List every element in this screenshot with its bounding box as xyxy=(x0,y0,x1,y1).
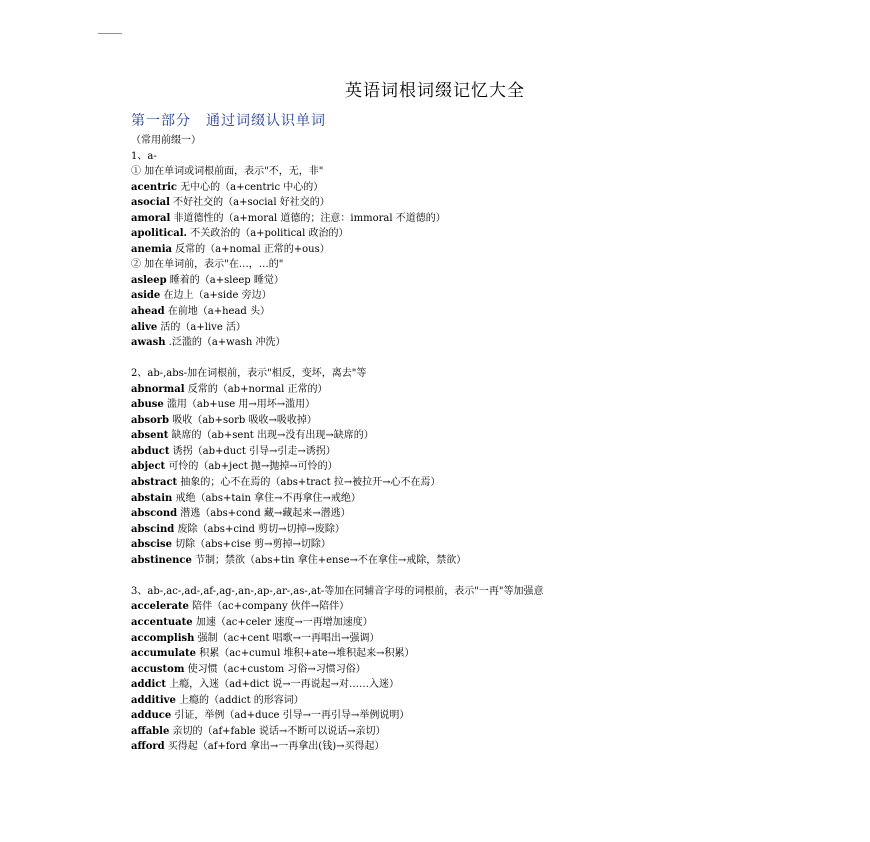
text-line: ① 加在单词或词根前面，表示"不，无，非" xyxy=(131,166,324,178)
text-line: affable 亲切的（af+fable 说话→不断可以说话→亲切） xyxy=(131,725,386,737)
headword: affable xyxy=(131,725,170,737)
text-line: amoral 非道德性的（a+moral 道德的；注意：immoral 不道德的） xyxy=(131,212,446,224)
headword: asleep xyxy=(131,274,167,286)
headword: accentuate xyxy=(131,616,193,628)
headword: abstinence xyxy=(131,554,192,566)
text-line: abscise 切除（abs+cise 剪→剪掉→切除） xyxy=(131,539,331,551)
text-line: （常用前缀一） xyxy=(131,135,201,146)
text-line: awash .泛滥的（a+wash 冲洗） xyxy=(131,337,286,349)
text-line: anemia 反常的（a+nomal 正常的+ous） xyxy=(131,243,330,255)
text-line: abduct 诱拐（ab+duct 引导→引走→诱拐） xyxy=(131,445,336,457)
headword: accustom xyxy=(131,663,185,675)
headword: abduct xyxy=(131,445,170,457)
headword: absent xyxy=(131,430,169,442)
headword: adduce xyxy=(131,710,172,722)
text-line: abscind 废除（abs+cind 剪切→切掉→废除） xyxy=(131,523,345,535)
document-body xyxy=(131,133,851,755)
headword: absorb xyxy=(131,414,170,426)
headword: abnormal xyxy=(131,383,185,395)
headword: asocial xyxy=(131,197,170,209)
text-line: afford 买得起（af+ford 拿出→一再拿出(钱)→买得起） xyxy=(131,741,385,753)
headword: apolitical. xyxy=(131,228,188,240)
text-line: 1、a- xyxy=(131,150,157,162)
text-line: ahead 在前地（a+head 头） xyxy=(131,306,271,318)
text-line: abstinence 节制；禁欲（abs+tin 拿住+ense→不在拿住→戒除，禁欲） xyxy=(131,554,467,566)
headword: accomplish xyxy=(131,632,195,644)
text-line: abstain 戒绝（abs+tain 拿住→不再拿住→戒绝） xyxy=(131,492,361,504)
headword: abscise xyxy=(131,539,172,551)
decorative-corner-line xyxy=(98,33,122,34)
blank-line xyxy=(131,568,851,584)
headword: afford xyxy=(131,741,165,753)
text-line: apolitical. 不关政治的（a+political 政治的） xyxy=(131,228,349,240)
headword: abscind xyxy=(131,523,175,535)
section-title: 第一部分 通过词缀认识单词 xyxy=(131,113,326,129)
headword: accelerate xyxy=(131,601,189,613)
headword: acentric xyxy=(131,181,177,193)
headword: aside xyxy=(131,290,161,302)
text-line: ② 加在单词前，表示"在…，…的" xyxy=(131,259,284,271)
text-line: accelerate 陪伴（ac+company 伙伴→陪伴） xyxy=(131,601,350,613)
headword: abuse xyxy=(131,399,164,411)
text-line: acentric 无中心的（a+centric 中心的） xyxy=(131,181,324,193)
headword: abstract xyxy=(131,477,178,489)
text-line: aside 在边上（a+side 旁边） xyxy=(131,290,272,302)
text-line: 2、ab-,abs-加在词根前，表示"相反，变坏，离去"等 xyxy=(131,368,367,380)
headword: awash xyxy=(131,337,166,349)
document-title: 英语词根词缀记忆大全 xyxy=(345,81,525,101)
text-line: abscond 潜逃（abs+cond 藏→藏起来→潜逃） xyxy=(131,508,351,520)
text-line: asocial 不好社交的（a+social 好社交的） xyxy=(131,197,330,209)
headword: ahead xyxy=(131,306,165,318)
headword: abject xyxy=(131,461,166,473)
text-line: asleep 睡着的（a+sleep 睡觉） xyxy=(131,274,284,286)
text-line: absent 缺席的（ab+sent 出现→没有出现→缺席的） xyxy=(131,430,374,442)
headword: abstain xyxy=(131,492,173,504)
text-line: accumulate 积累（ac+cumul 堆积+ate→堆积起来→积累） xyxy=(131,648,415,660)
text-line: abnormal 反常的（ab+normal 正常的） xyxy=(131,383,328,395)
text-line: abuse 滥用（ab+use 用→用坏→滥用） xyxy=(131,399,316,411)
text-line: accomplish 强制（ac+cent 唱歌→一再唱出→强调） xyxy=(131,632,380,644)
headword: amoral xyxy=(131,212,171,224)
headword: addict xyxy=(131,679,166,691)
text-line: absorb 吸收（ab+sorb 吸收→吸收掉） xyxy=(131,414,317,426)
headword: alive xyxy=(131,321,158,333)
text-line: additive 上瘾的（addict 的形容词） xyxy=(131,694,304,706)
text-line: adduce 引证，举例（ad+duce 引导→一再引导→举例说明） xyxy=(131,710,410,722)
headword: abscond xyxy=(131,508,178,520)
headword: additive xyxy=(131,694,176,706)
text-line: alive 活的（a+live 活） xyxy=(131,321,246,333)
headword: accumulate xyxy=(131,648,197,660)
text-line: 3、ab-,ac-,ad-,af-,ag-,an-,ap-,ar-,as-,at-等加在同辅音字母的词根前，表示"一再"等加强意 xyxy=(131,585,544,597)
text-line: accustom 使习惯（ac+custom 习俗→习惯习俗） xyxy=(131,663,366,675)
blank-line xyxy=(131,351,851,367)
text-line: abstract 抽象的；心不在焉的（abs+tract 拉→被拉开→心不在焉） xyxy=(131,477,441,489)
text-line: accentuate 加速（ac+celer 速度→一再增加速度） xyxy=(131,616,373,628)
text-line: addict 上瘾，入迷（ad+dict 说→一再说起→对……入迷） xyxy=(131,679,400,691)
text-line: abject 可怜的（ab+ject 抛→抛掉→可怜的） xyxy=(131,461,338,473)
headword: anemia xyxy=(131,243,172,255)
